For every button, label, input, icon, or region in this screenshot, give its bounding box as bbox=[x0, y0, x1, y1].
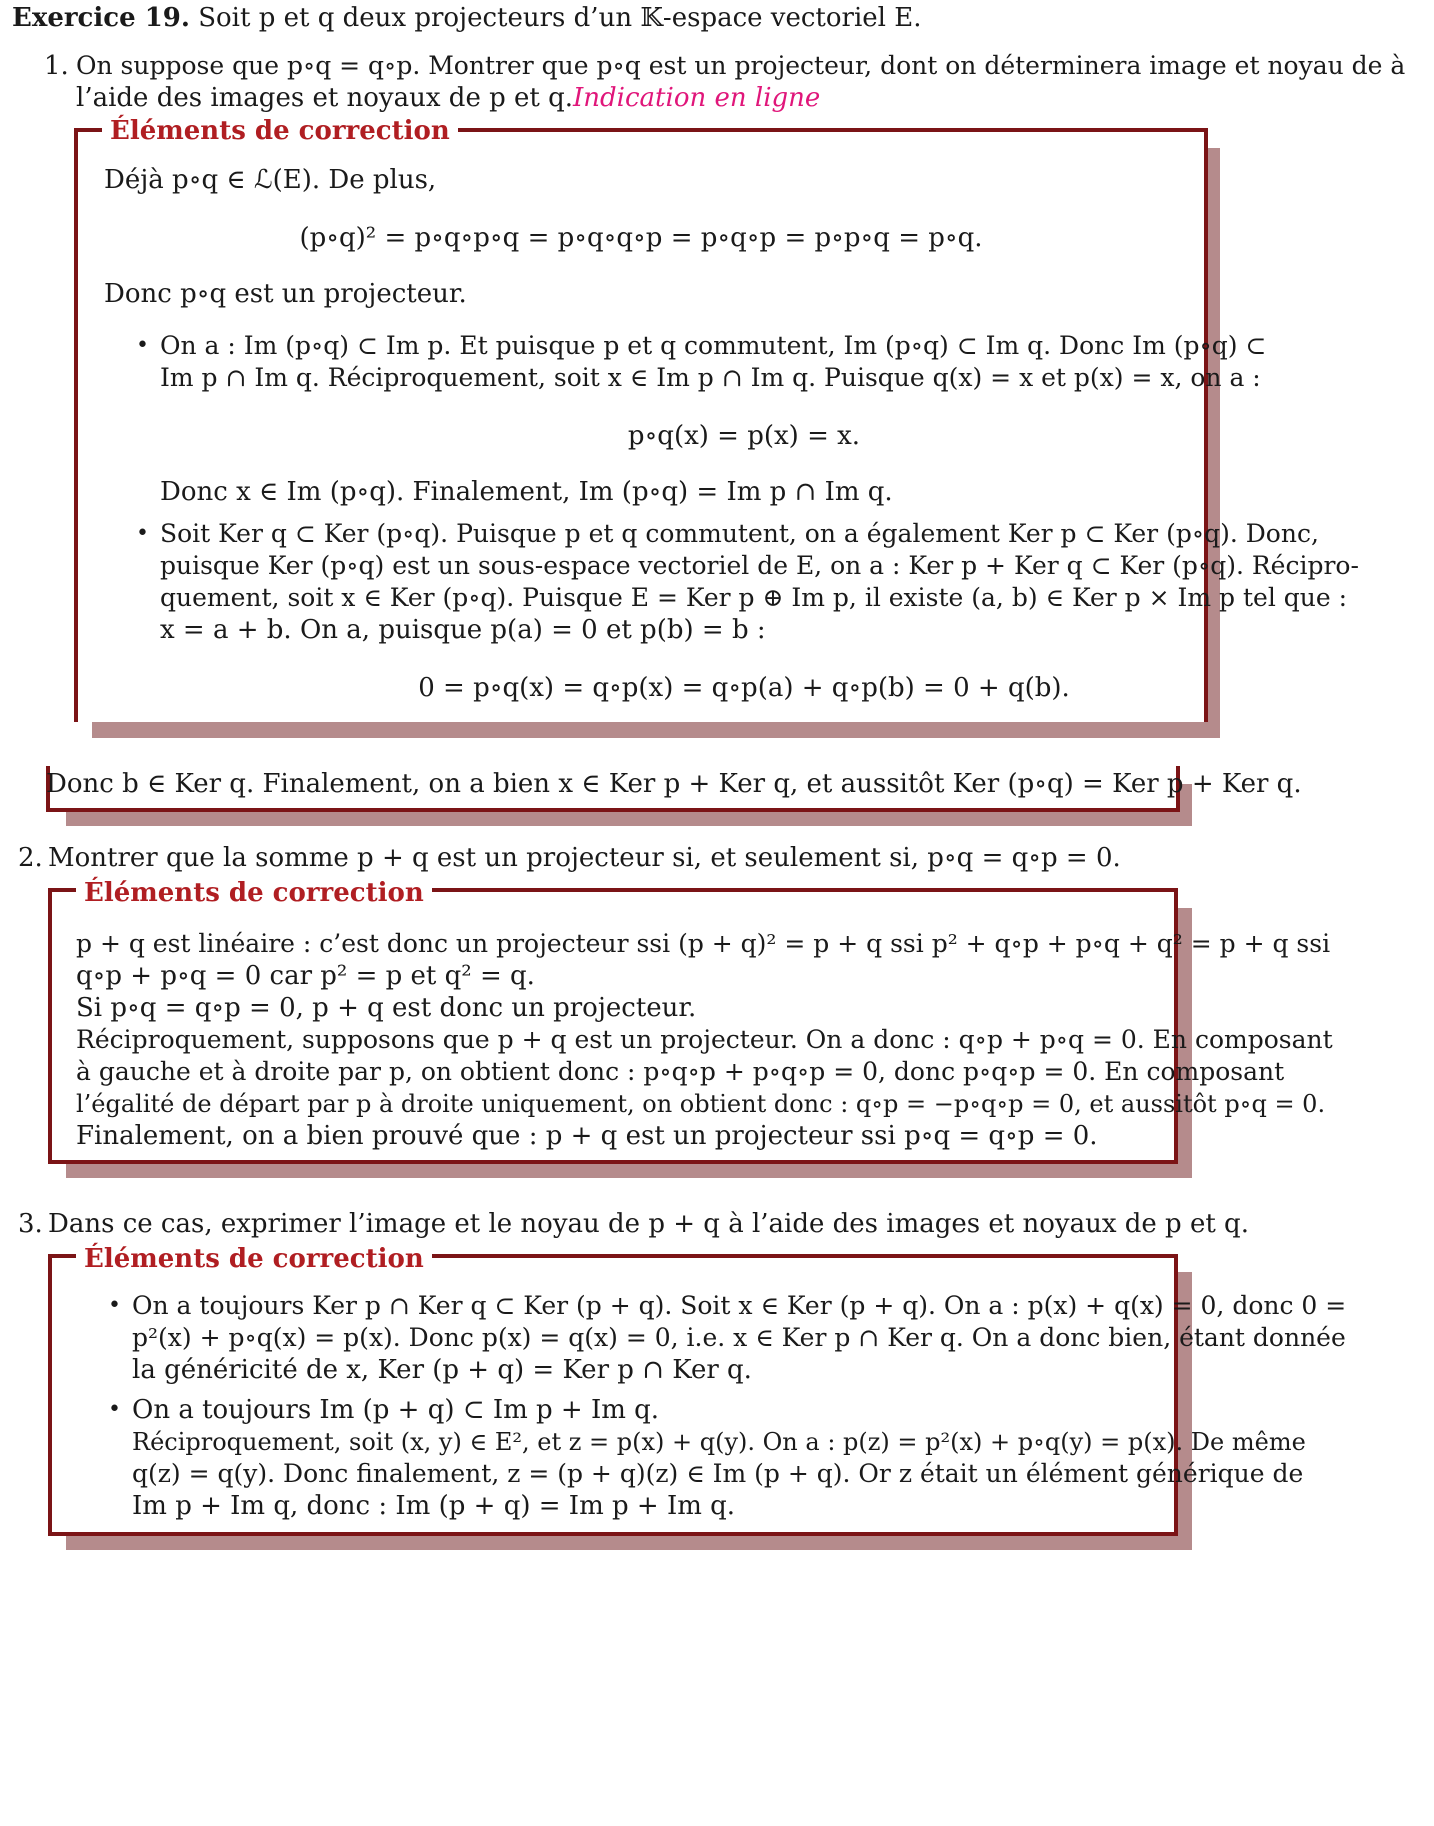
correction-2-title: Éléments de correction bbox=[76, 878, 432, 908]
c2-line-4: Réciproquement, supposons que p + q est un projecteur. On a donc : q∘p + p∘q = 0. En composant bbox=[76, 1025, 1333, 1054]
c1-b1-line-2: Im p ∩ Im q. Réciproquement, soit x ∈ Im p ∩ Im q. Puisque q(x) = x et p(x) = x, on a : bbox=[160, 363, 1261, 392]
correction-3-title: Éléments de correction bbox=[76, 1244, 432, 1274]
bullet-2: • bbox=[136, 521, 149, 546]
c1-intro: Déjà p∘q ∈ ℒ(E). De plus, bbox=[104, 165, 437, 195]
c1-b1-line-1: On a : Im (p∘q) ⊂ Im p. Et puisque p et q commutent, Im (p∘q) ⊂ Im q. Donc Im (p∘q) ⊂ bbox=[160, 331, 1267, 360]
c2-line-7: Finalement, on a bien prouvé que : p + q est un projecteur ssi p∘q = q∘p = 0. bbox=[76, 1121, 1098, 1151]
c1-b2-line-1: Soit Ker q ⊂ Ker (p∘q). Puisque p et q commutent, on a également Ker p ⊂ Ker (p∘q). Donc, bbox=[160, 519, 1319, 548]
question-3-text: Dans ce cas, exprimer l’image et le noyau de p + q à l’aide des images et noyaux de p et q. bbox=[48, 1209, 1249, 1239]
c3-b1-line-3: la généricité de x, Ker (p + q) = Ker p ∩ Ker q. bbox=[132, 1355, 752, 1385]
c1-b2-equation: 0 = p∘q(x) = q∘p(x) = q∘p(a) + q∘p(b) = 0 + q(b). bbox=[418, 673, 1070, 703]
c1-b1-equation: p∘q(x) = p(x) = x. bbox=[627, 421, 861, 451]
c3-b1-line-2: p²(x) + p∘q(x) = p(x). Donc p(x) = q(x) = 0, i.e. x ∈ Ker p ∩ Ker q. On a donc bien, étant donnée bbox=[132, 1323, 1346, 1352]
question-1-line-2 bbox=[76, 82, 820, 114]
c2-line-1: p + q est linéaire : c’est donc un projecteur ssi (p + q)² = p + q ssi p² + q∘p + p∘q + q² = p + q ssi bbox=[76, 929, 1331, 958]
c1-b1-line-3: Donc x ∈ Im (p∘q). Finalement, Im (p∘q) = Im p ∩ Im q. bbox=[160, 477, 893, 507]
exercise-header bbox=[12, 2, 922, 34]
question-2-number: 2. bbox=[18, 843, 43, 873]
hint-link[interactable]: Indication en ligne bbox=[573, 83, 821, 113]
bullet-1: • bbox=[136, 333, 149, 358]
question-1-text: l’aide des images et noyaux de p et q. bbox=[76, 83, 574, 113]
exercise-title: Exercice 19. bbox=[12, 3, 190, 33]
c3-b2-line-4: Im p + Im q, donc : Im (p + q) = Im p + Im q. bbox=[132, 1491, 736, 1521]
c2-line-2: q∘p + p∘q = 0 car p² = p et q² = q. bbox=[76, 961, 535, 991]
c3-b2-line-1: On a toujours Im (p + q) ⊂ Im p + Im q. bbox=[132, 1395, 660, 1425]
question-1-line-1: On suppose que p∘q = q∘p. Montrer que p∘q est un projecteur, dont on déterminera image et noyau de à bbox=[76, 51, 1406, 80]
c2-line-3: Si p∘q = q∘p = 0, p + q est donc un projecteur. bbox=[76, 993, 697, 1023]
bullet-3: • bbox=[108, 1293, 121, 1318]
c1-equation-1: (p∘q)² = p∘q∘p∘q = p∘q∘q∘p = p∘q∘p = p∘p∘q = p∘q. bbox=[299, 223, 983, 253]
bullet-4: • bbox=[108, 1397, 121, 1422]
c2-line-6: l’égalité de départ par p à droite uniquement, on obtient donc : q∘p = −p∘q∘p = 0, et aussitôt p∘q = 0. bbox=[76, 1090, 1326, 1118]
c1-continuation: Donc b ∈ Ker q. Finalement, on a bien x ∈ Ker p + Ker q, et aussitôt Ker (p∘q) = Ker p + Ker q. bbox=[46, 769, 1302, 799]
question-3-number: 3. bbox=[18, 1209, 43, 1239]
c3-b1-line-1: On a toujours Ker p ∩ Ker q ⊂ Ker (p + q). Soit x ∈ Ker (p + q). On a : p(x) + q(x) = 0, donc 0 = bbox=[132, 1291, 1347, 1320]
exercise-statement: Soit p et q deux projecteurs d’un 𝕂-espace vectoriel E. bbox=[198, 3, 922, 33]
c2-line-5: à gauche et à droite par p, on obtient donc : p∘q∘p + p∘q∘p = 0, donc p∘q∘p = 0. En composant bbox=[76, 1057, 1285, 1086]
correction-1-title: Éléments de correction bbox=[102, 116, 458, 146]
question-1-number: 1. bbox=[44, 51, 69, 81]
c1-b2-line-2: puisque Ker (p∘q) est un sous-espace vectoriel de E, on a : Ker p + Ker q ⊂ Ker (p∘q). Récipro- bbox=[160, 551, 1359, 580]
c3-b2-line-2: Réciproquement, soit (x, y) ∈ E², et z = p(x) + q(y). On a : p(z) = p²(x) + p∘q(y) = p(x). De même bbox=[132, 1428, 1306, 1456]
c1-conclusion: Donc p∘q est un projecteur. bbox=[104, 279, 467, 309]
question-2-text: Montrer que la somme p + q est un projecteur si, et seulement si, p∘q = q∘p = 0. bbox=[48, 843, 1121, 873]
c3-b2-line-3: q(z) = q(y). Donc finalement, z = (p + q)(z) ∈ Im (p + q). Or z était un élément générique de bbox=[132, 1459, 1304, 1488]
c1-b2-line-3: quement, soit x ∈ Ker (p∘q). Puisque E = Ker p ⊕ Im p, il existe (a, b) ∈ Ker p × Im p tel que : bbox=[160, 583, 1348, 612]
c1-b2-line-4: x = a + b. On a, puisque p(a) = 0 et p(b) = b : bbox=[160, 615, 766, 645]
